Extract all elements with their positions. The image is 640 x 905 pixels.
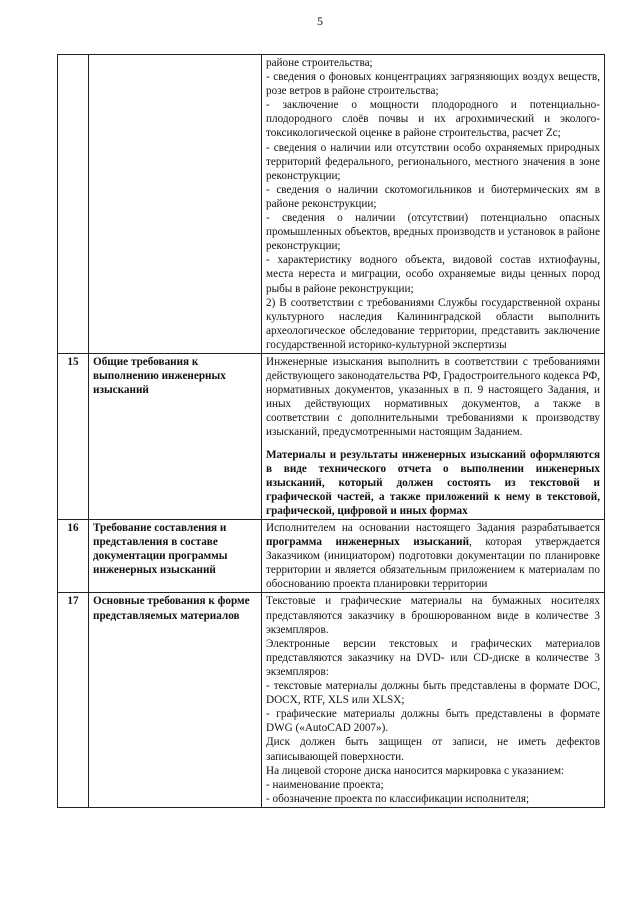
requirements-table [57,54,605,808]
row-number [58,55,89,354]
paragraph: - сведения о фоновых концентрациях загрязняющих воздух веществ, розе ветров в районе строительства; [266,71,600,98]
row-content [262,353,605,519]
paragraph: Инженерные изыскания выполнить в соответствии с требованиями действующего законодательства РФ, Градостроительного кодекса РФ, нормативных документов, указанных в п. 9 настоящего Задания, и иных действующих нормативных документов, а также в соответствии с дополнительными требованиями к производству изысканий, предусмотренными настоящим Заданием. [266,355,600,439]
paragraph: - характеристику водного объекта, видовой состав ихтиофауны, места нереста и миграции, особо охраняемые виды ценных пород рыбы в районе реконструкции; [266,254,600,295]
row-title: Общие требования к выполнению инженерных изысканий [89,353,262,519]
paragraph: На лицевой стороне диска наносится маркировка с указанием: [266,764,565,777]
text-after: , которая утверждается Заказчиком (инициатором) подготовки документации по планировке территории и является обязательным приложением к материалам по обоснованию проекта планировки территории [266,536,600,591]
paragraph: - графические материалы должны быть представлены в формате DWG («AutoCAD 2007»). [266,708,600,735]
paragraph: Диск должен быть защищен от записи, не иметь дефектов записывающей поверхности. [266,736,600,763]
table-row [58,593,605,807]
table-row [58,55,605,354]
row-content [262,520,605,593]
paragraph: - сведения о наличии или отсутствии особо охраняемых природных территорий федерального, регионального, местного значения в зоне реконструкции; [266,141,600,182]
bold-paragraph: Материалы и результаты инженерных изысканий оформляются в виде технического отчета о выполнении инженерных изысканий, который должен состоять из текстовой и графической частей, а также приложений к нему в текстовой, графической, цифровой и иных формах [266,448,600,517]
paragraph: 2) В соответствии с требованиями Службы государственной охраны культурного наследия Калининградской области выполнить археологическое обследование территории, представить заключение государственной историко-культурной экспертизы [266,296,600,351]
row-content [262,593,605,807]
row-title: Требование составления и представления в составе документации программы инженерных изысканий [89,520,262,593]
program-term: программа инженерных изысканий [266,536,470,549]
paragraph: - текстовые материалы должны быть представлены в формате DOC, DOCX, RTF, XLS или XLSX; [266,680,600,707]
page-number: 5 [317,14,323,28]
paragraph: районе строительства; [266,57,373,69]
row-title: Основные требования к форме представляемых материалов [89,593,262,807]
paragraph: Электронные версии текстовых и графических материалов представляются заказчику на DVD- или CD-диске в количестве 3 экземпляров: [266,637,600,678]
table-row [58,520,605,593]
row-content [262,55,605,354]
text-before: Исполнителем на основании настоящего Задания разрабатывается [266,522,600,534]
paragraph: Текстовые и графические материалы на бумажных носителях представляются заказчику в брошюрованном виде в количестве 3 экземпляров. [266,595,600,636]
paragraph: - сведения о наличии (отсутствии) потенциально опасных промышленных объектов, вредных производств и установок в районе реконструкции; [266,212,600,253]
row-title [89,55,262,354]
paragraph: - наименование проекта; [266,778,384,791]
paragraph: - сведения о наличии скотомогильников и биотермических ям в районе реконструкции; [266,183,600,210]
paragraph: - обозначение проекта по классификации исполнителя; [266,792,530,805]
table-row [58,353,605,519]
row-number: 15 [58,353,89,519]
row-number: 16 [58,520,89,593]
row-number: 17 [58,593,89,807]
paragraph: - заключение о мощности плодородного и потенциально-плодородного слоёв почвы и их агрохимический и эколого-токсикологической оценке в районе строительства, расчет Zc; [266,99,600,140]
paragraph [266,521,600,591]
